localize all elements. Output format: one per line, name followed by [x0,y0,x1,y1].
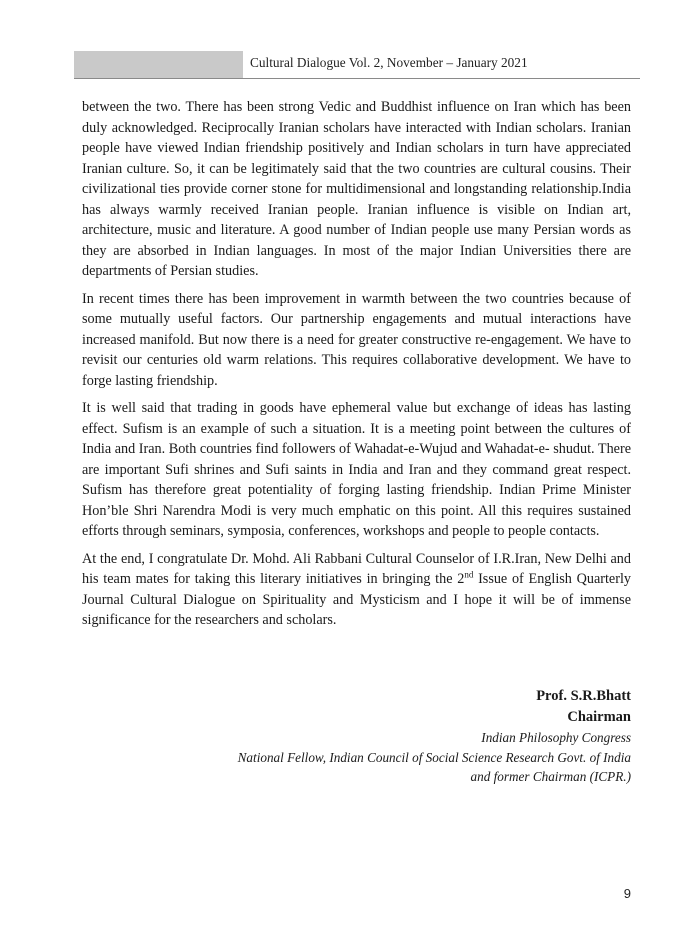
running-header [74,51,640,79]
closing-text-end: Issue of English Quarterly Journal Cultural Dialogue on Spirituality and Mysticism and I hope it will be of immense significance for the researchers and scholars. [82,571,631,628]
paragraph: between the two. There has been strong Vedic and Buddhist influence on Iran which has been duly acknowledged. Reciprocally Iranian scholars have interacted with Indian scholars. Iranian people have viewed Indian friendship positively and Indian scholars in turn have appreciated Iranian culture. So, it can be legitimately said that the two countries are cultural cousins. Their civilizational ties provide corner stone for multidimensional and longstanding relationship.India has always warmly received Iranian people. Iranian influence is visible on Indian art, architecture, music and literature. A good number of Indian people use many Persian words as they are absorbed in Indian languages. In most of the major Indian Universities there are departments of Persian studies. [82,99,631,279]
article-body [82,97,631,638]
header-shade-block [74,51,243,78]
signatory-name: Prof. S.R.Bhatt [536,688,631,704]
closing-text-start: At the end, I congratulate Dr. Mohd. Ali Rabbani Cultural Counselor of I.R.Iran, New Delhi and his team mates for taking this literary initiatives in bringing the 2 [82,550,631,587]
page-number: 9 [623,886,631,901]
paragraph: In recent times there has been improvement in warmth between the two countries because of some mutually useful factors. Our partnership engagements and mutual interactions have increased manifold. But now there is a need for greater constructive re-engagement. We have to revisit our centuries old warm relations. This requires collaborative development. We have to forge lasting friendship. [82,290,631,389]
signatory-role: Chairman [567,709,631,725]
affiliation-line: and former Chairman (ICPR.) [470,769,631,784]
journal-title: Cultural Dialogue Vol. 2, November – January 2021 [250,55,528,70]
affiliation-line: Indian Philosophy Congress [481,730,631,745]
affiliation-line: National Fellow, Indian Council of Social Science Research Govt. of India [237,749,631,765]
paragraph: It is well said that trading in goods have ephemeral value but exchange of ideas has lasting effect. Sufism is an example of such a situation. It is a meeting point between the cultures of India and Iran. Both countries find followers of Wahadat-e-Wujud and Wahadat-e- shudut. There are important Sufi shrines and Sufi saints in India and Iran and they command great respect. Sufism has therefore great potentiality of forging lasting friendship. Indian Prime Minister Hon’ble Shri Narendra Modi is very much emphatic on this point. All this requires sustained efforts through seminars, symposia, conferences, workshops and people to people contacts. [82,400,631,539]
ordinal-suffix: nd [464,569,474,580]
signature-block [238,686,631,787]
closing-paragraph [82,549,631,631]
